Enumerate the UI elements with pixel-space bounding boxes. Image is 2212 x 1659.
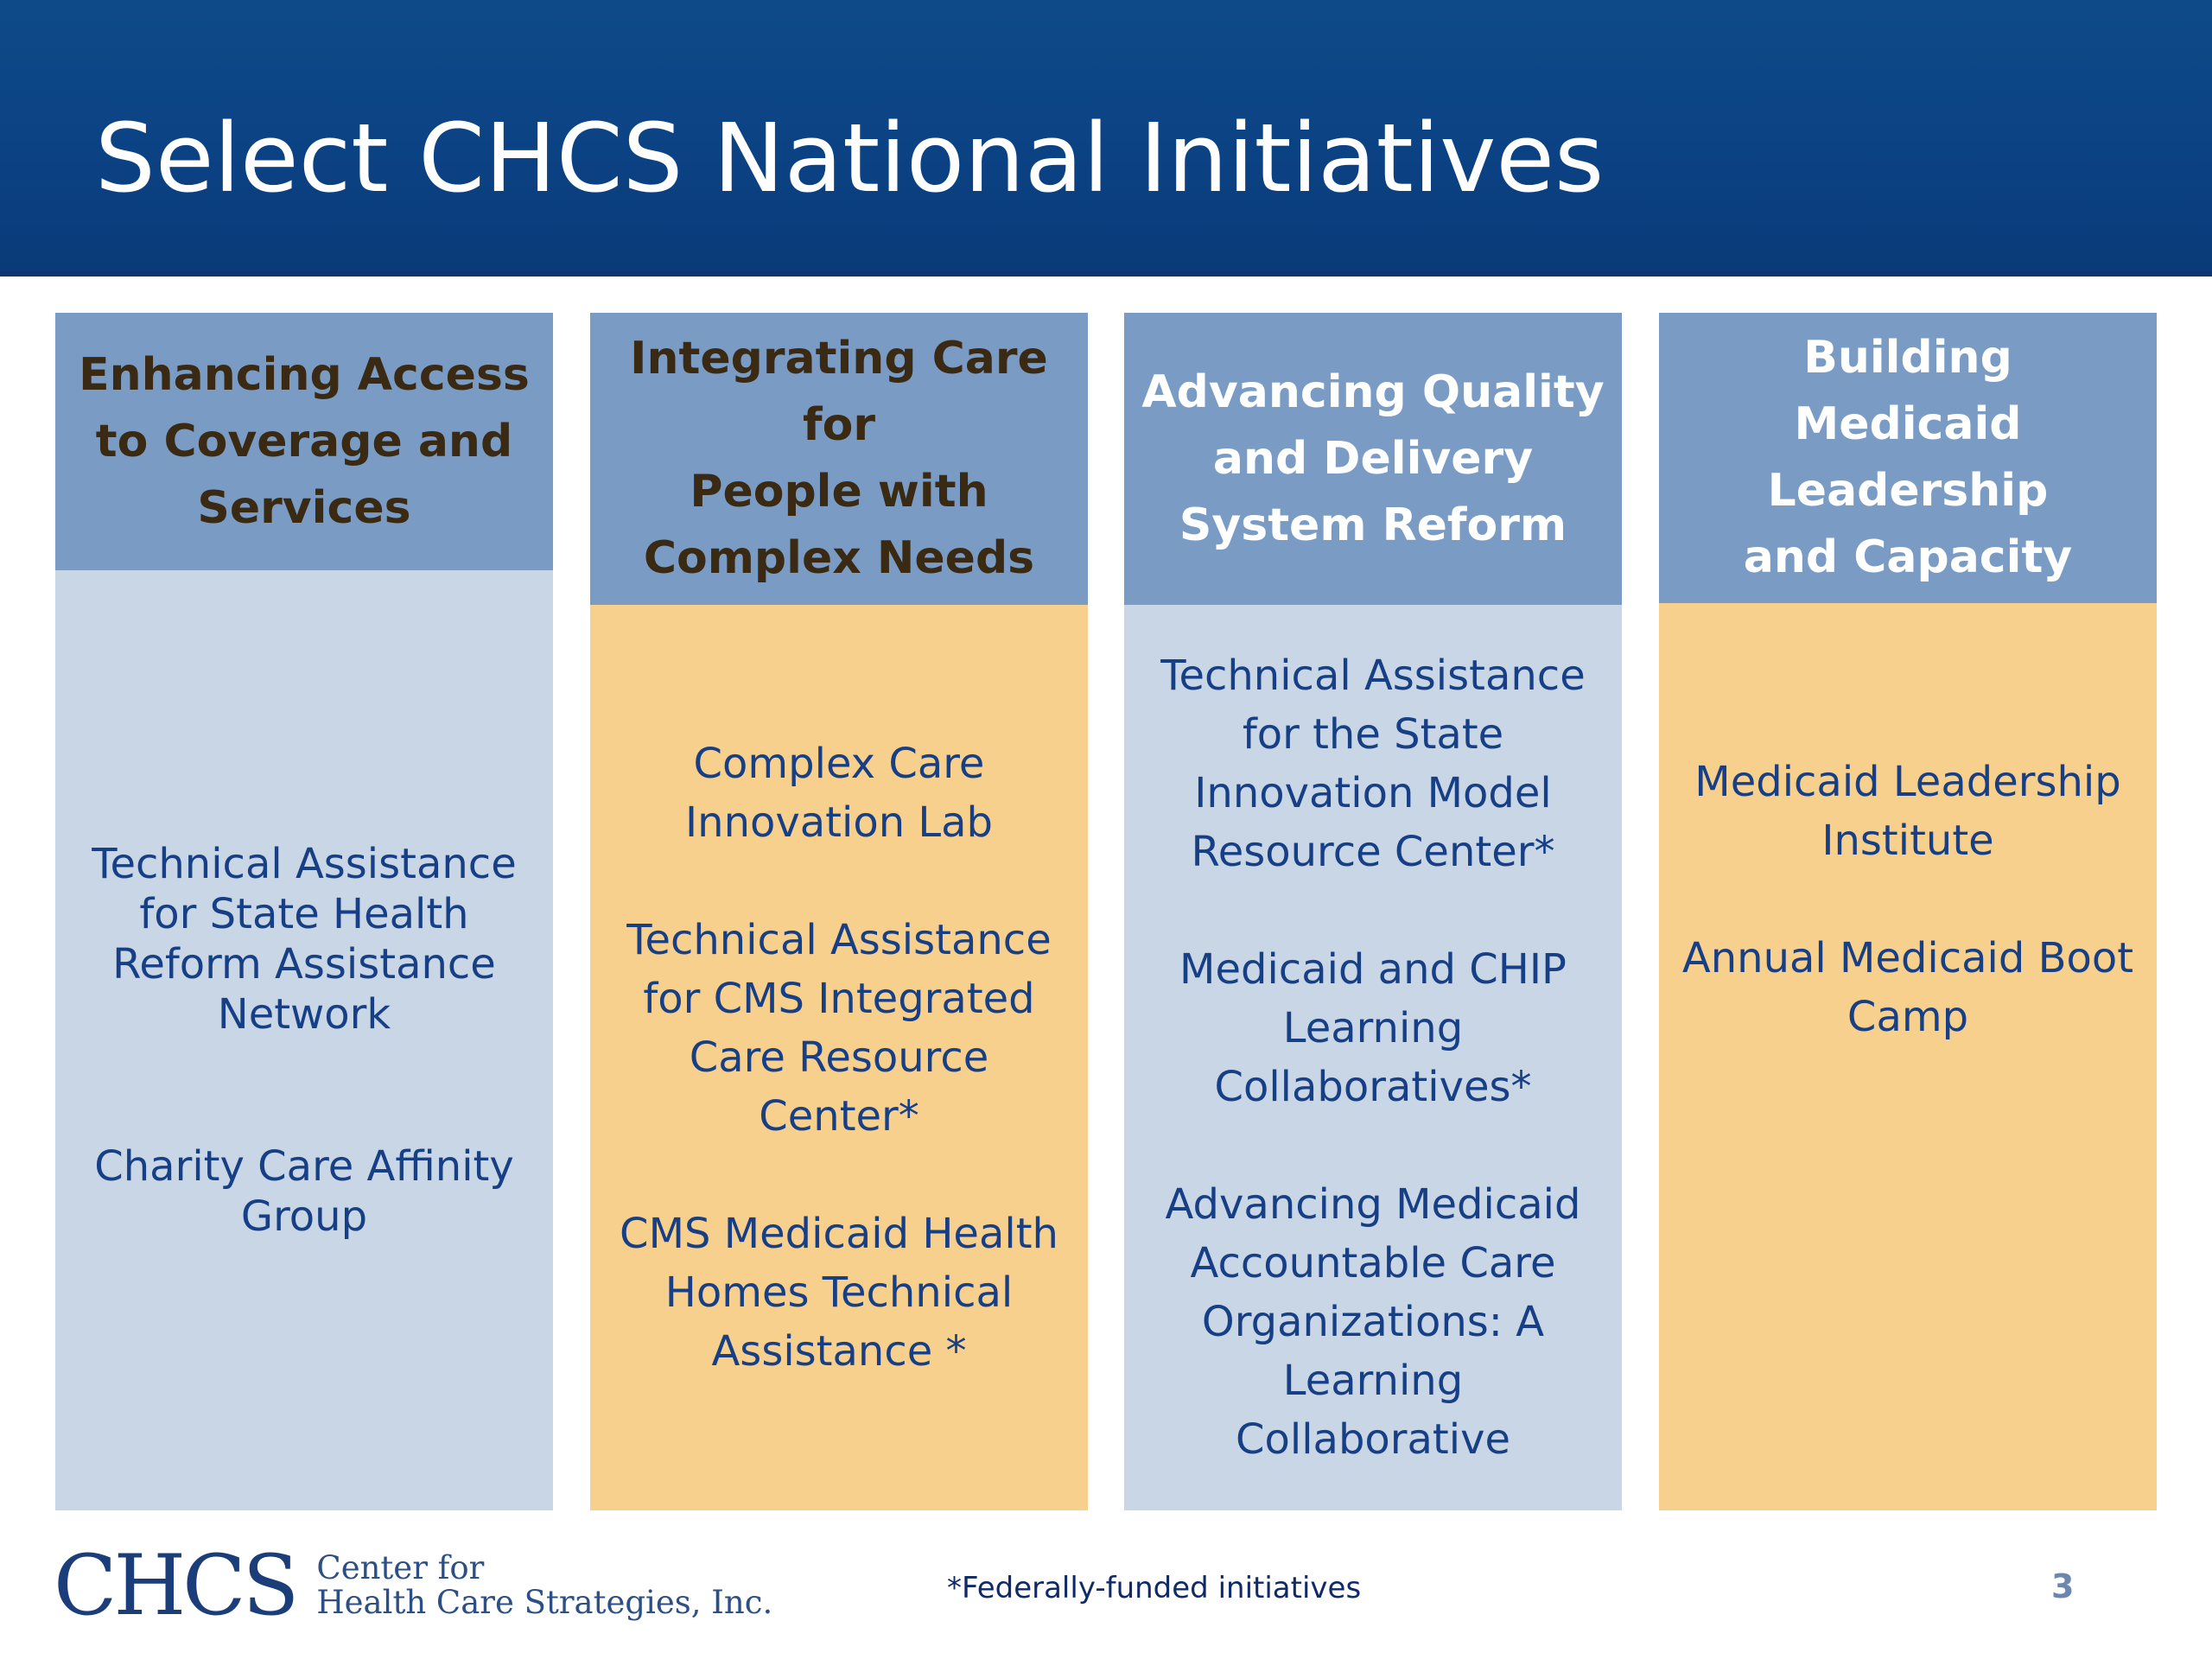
column-header: [1659, 313, 2157, 603]
footnote: *Federally-funded initiatives: [947, 1571, 1362, 1605]
item-line: Learning: [1282, 1004, 1464, 1052]
item-line: Resource Center*: [1191, 828, 1555, 876]
item-line: for CMS Integrated: [643, 975, 1035, 1023]
title-band-underline: [0, 271, 2212, 276]
initiative-item: [620, 1205, 1058, 1381]
item-line: for the State: [1242, 710, 1504, 759]
heading-line: Building: [1803, 332, 2012, 384]
heading-line: Advancing Quality: [1141, 365, 1605, 418]
item-line: Technical Assistance: [1160, 652, 1586, 700]
column-integrating-care: [590, 313, 1088, 1510]
column-heading: [79, 342, 530, 542]
item-line: CMS Medicaid Health: [620, 1210, 1058, 1258]
item-line: Advancing Medicaid: [1165, 1180, 1581, 1229]
item-line: Reform Assistance: [112, 940, 496, 988]
item-line: Medicaid Leadership: [1694, 758, 2121, 806]
initiative-item: [92, 839, 516, 1039]
logo-line: Center for: [316, 1549, 485, 1586]
item-line: Homes Technical: [664, 1268, 1014, 1317]
item-line: Organizations: A: [1201, 1298, 1545, 1346]
item-line: for State Health: [139, 890, 469, 938]
column-header: [55, 313, 553, 570]
item-line: Learning Collaborative: [1235, 1357, 1511, 1464]
column-enhancing-access: [55, 313, 553, 1510]
heading-line: Services: [197, 481, 411, 534]
initiative-item: [1143, 1175, 1603, 1469]
item-line: Camp: [1847, 993, 1969, 1041]
item-line: Accountable Care: [1190, 1239, 1556, 1287]
heading-line: and Capacity: [1743, 531, 2073, 583]
heading-line: People with: [690, 466, 988, 518]
item-line: Center*: [759, 1092, 919, 1141]
item-line: Medicaid and CHIP: [1179, 945, 1567, 994]
initiative-item: [1160, 646, 1585, 881]
heading-line: to Coverage and: [95, 415, 513, 467]
column-header: [1124, 313, 1622, 605]
heading-line: and Delivery: [1212, 432, 1534, 485]
heading-line: Leadership: [1767, 465, 2049, 517]
page-number: 3: [2051, 1567, 2075, 1605]
column-building-leadership: [1659, 313, 2157, 1510]
initiative-item: [94, 1141, 514, 1242]
column-body: [1124, 605, 1622, 1510]
item-line: Innovation Model: [1194, 769, 1552, 817]
item-line: Charity Care Affinity: [94, 1142, 514, 1191]
initiative-item: [626, 911, 1051, 1146]
item-line: Complex Care: [693, 740, 985, 788]
item-line: Network: [217, 990, 391, 1039]
item-line: Collaboratives*: [1214, 1063, 1532, 1111]
column-heading: [607, 326, 1071, 592]
column-heading: [1141, 359, 1604, 559]
heading-line: Integrating Care for: [630, 333, 1048, 451]
column-heading: [1744, 325, 2072, 591]
logo-name: [316, 1551, 772, 1620]
item-line: Technical Assistance: [626, 916, 1052, 964]
column-body: [55, 570, 553, 1510]
heading-line: System Reform: [1179, 499, 1567, 551]
initiative-item: [1179, 940, 1567, 1116]
item-line: Assistance *: [711, 1327, 967, 1376]
logo-line: Health Care Strategies, Inc.: [316, 1584, 773, 1621]
heading-line: Medicaid: [1794, 398, 2022, 450]
initiative-item: [1694, 753, 2120, 870]
heading-line: Complex Needs: [643, 532, 1035, 584]
item-line: Group: [240, 1192, 368, 1241]
initiative-item: [1682, 929, 2133, 1046]
item-line: Annual Medicaid Boot: [1681, 934, 2134, 982]
column-body: [1659, 603, 2157, 1510]
chcs-logo: [54, 1538, 772, 1633]
title-band: [0, 0, 2212, 276]
column-header: [590, 313, 1088, 605]
logo-mark: CHCS: [54, 1537, 296, 1634]
item-line: Technical Assistance: [92, 840, 517, 888]
column-advancing-quality: [1124, 313, 1622, 1510]
slide-title: Select CHCS National Initiatives: [95, 103, 1605, 213]
heading-line: Enhancing Access: [79, 348, 530, 401]
initiative-item: [685, 734, 993, 852]
item-line: Innovation Lab: [684, 798, 993, 847]
item-line: Institute: [1821, 817, 1994, 865]
column-body: [590, 605, 1088, 1510]
item-line: Care Resource: [689, 1033, 989, 1082]
